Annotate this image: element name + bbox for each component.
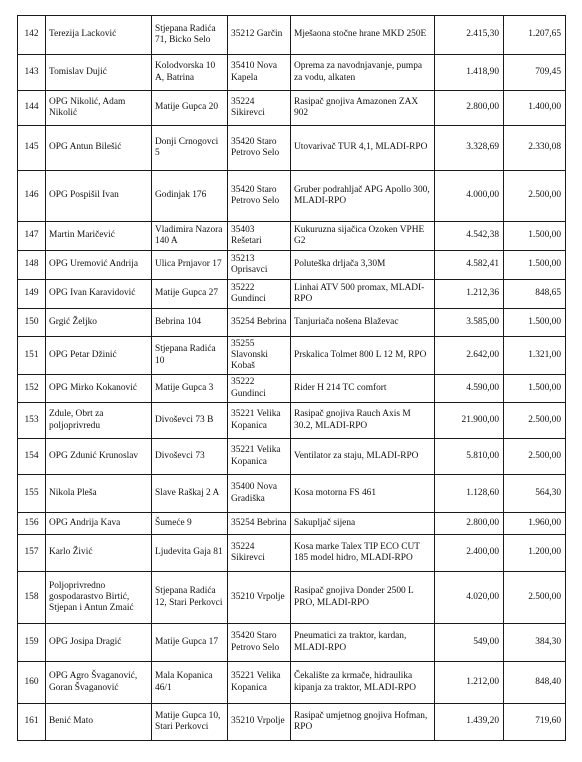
postal-place: 35221 Velika Kopanica (228, 403, 291, 439)
grant-amount: 848,65 (504, 280, 566, 309)
total-amount: 2.400,00 (435, 535, 504, 572)
table-row (18, 475, 566, 513)
recipient-address: Matije Gupca 10, Stari Perkovci (152, 704, 228, 741)
recipient-name: OPG Mirko Kokanović (46, 375, 152, 403)
equipment-description: Prskalica Tolmet 800 L 12 M, RPO (291, 337, 435, 375)
postal-place: 35403 Rešetari (228, 222, 291, 251)
postal-place: 35221 Velika Kopanica (228, 439, 291, 475)
total-amount: 4.582,41 (435, 251, 504, 280)
row-number: 159 (18, 624, 46, 662)
row-number: 149 (18, 280, 46, 309)
table-row (18, 439, 566, 475)
recipient-name: Martin Maričević (46, 222, 152, 251)
postal-place: 35222 Gundinci (228, 375, 291, 403)
total-amount: 2.642,00 (435, 337, 504, 375)
total-amount: 4.020,00 (435, 572, 504, 624)
recipient-name: OPG Nikolić, Adam Nikolić (46, 91, 152, 126)
table-row (18, 280, 566, 309)
postal-place: 35254 Bebrina (228, 513, 291, 535)
recipient-name: Poljoprivredno gospodarastvo Birtić, Stjepan i Antun Zmaić (46, 572, 152, 624)
postal-place: 35224 Sikirevci (228, 535, 291, 572)
postal-place: 35210 Vrpolje (228, 572, 291, 624)
recipient-name: OPG Petar Džinić (46, 337, 152, 375)
table-row (18, 55, 566, 91)
table-row (18, 126, 566, 171)
postal-place: 35410 Nova Kapela (228, 55, 291, 91)
total-amount: 1.212,36 (435, 280, 504, 309)
recipient-name: OPG Antun Bilešić (46, 126, 152, 171)
table-row (18, 624, 566, 662)
recipient-name: Karlo Živić (46, 535, 152, 572)
row-number: 153 (18, 403, 46, 439)
total-amount: 21.900,00 (435, 403, 504, 439)
grant-amount: 1.321,00 (504, 337, 566, 375)
recipient-name: Terezija Lacković (46, 16, 152, 55)
equipment-description: Kosa motorna FS 461 (291, 475, 435, 513)
recipient-address: Donji Crnogovci 5 (152, 126, 228, 171)
recipient-name: Nikola Pleša (46, 475, 152, 513)
table-row (18, 16, 566, 55)
equipment-description: Rasipač gnojiva Rauch Axis M 30.2, MLADI-RPO (291, 403, 435, 439)
postal-place: 35221 Velika Kopanica (228, 662, 291, 704)
grant-amount: 2.500,00 (504, 171, 566, 222)
postal-place: 35255 Slavonski Kobaš (228, 337, 291, 375)
grant-amount: 2.500,00 (504, 403, 566, 439)
equipment-description: Rasipač gnojiva Donder 2500 L PRO, MLADI-RPO (291, 572, 435, 624)
recipient-name: OPG Ivan Karavidović (46, 280, 152, 309)
recipient-address: Vladimira Nazora 140 A (152, 222, 228, 251)
table-row (18, 403, 566, 439)
recipient-name: OPG Uremović Andrija (46, 251, 152, 280)
row-number: 160 (18, 662, 46, 704)
postal-place: 35420 Staro Petrovo Selo (228, 624, 291, 662)
grant-amount: 1.500,00 (504, 222, 566, 251)
table-row (18, 662, 566, 704)
equipment-description: Linhai ATV 500 promax, MLADI-RPO (291, 280, 435, 309)
grant-amount: 564,30 (504, 475, 566, 513)
equipment-description: Poluteška drljača 3,30M (291, 251, 435, 280)
recipient-name: Tomislav Dujić (46, 55, 152, 91)
grant-amount: 709,45 (504, 55, 566, 91)
equipment-description: Pneumatici za traktor, kardan, MLADI-RPO (291, 624, 435, 662)
total-amount: 4.590,00 (435, 375, 504, 403)
recipient-address: Kolodvorska 10 A, Batrina (152, 55, 228, 91)
equipment-description: Kukuruzna sijačica Ozoken VPHE G2 (291, 222, 435, 251)
equipment-description: Rider H 214 TC comfort (291, 375, 435, 403)
total-amount: 3.585,00 (435, 309, 504, 337)
total-amount: 3.328,69 (435, 126, 504, 171)
postal-place: 35213 Oprisavci (228, 251, 291, 280)
equipment-description: Čekalište za krmače, hidraulika kipanja za traktor, MLADI-RPO (291, 662, 435, 704)
equipment-description: Oprema za navodnjavanje, pumpa za vodu, alkaten (291, 55, 435, 91)
table-row (18, 222, 566, 251)
grant-amount: 1.400,00 (504, 91, 566, 126)
recipient-name: OPG Josipa Dragić (46, 624, 152, 662)
row-number: 155 (18, 475, 46, 513)
grant-amount: 2.500,00 (504, 572, 566, 624)
row-number: 145 (18, 126, 46, 171)
recipient-address: Mala Kopanica 46/1 (152, 662, 228, 704)
recipient-name: Benić Mato (46, 704, 152, 741)
equipment-description: Kosa marke Talex TIP ECO CUT 185 model hidro, MLADI-RPO (291, 535, 435, 572)
table-row (18, 535, 566, 572)
table-row (18, 572, 566, 624)
row-number: 158 (18, 572, 46, 624)
table-row (18, 337, 566, 375)
recipient-name: Zdule, Obrt za poljoprivredu (46, 403, 152, 439)
total-amount: 1.439,20 (435, 704, 504, 741)
row-number: 156 (18, 513, 46, 535)
grant-amount: 1.960,00 (504, 513, 566, 535)
total-amount: 5.810,00 (435, 439, 504, 475)
row-number: 151 (18, 337, 46, 375)
postal-place: 35224 Sikirevci (228, 91, 291, 126)
table-row (18, 375, 566, 403)
recipient-address: Stjepana Radića 12, Stari Perkovci (152, 572, 228, 624)
equipment-description: Rasipač umjetnog gnojiva Hofman, RPO (291, 704, 435, 741)
grant-amount: 848,40 (504, 662, 566, 704)
grant-amount: 719,60 (504, 704, 566, 741)
total-amount: 4.000,00 (435, 171, 504, 222)
grant-amount: 2.500,00 (504, 439, 566, 475)
grant-amount: 1.200,00 (504, 535, 566, 572)
postal-place: 35420 Staro Petrovo Selo (228, 171, 291, 222)
grant-amount: 1.500,00 (504, 375, 566, 403)
recipient-address: Divoševci 73 (152, 439, 228, 475)
grant-amount: 1.207,65 (504, 16, 566, 55)
recipient-address: Stjepana Radića 71, Bicko Selo (152, 16, 228, 55)
recipient-address: Divoševci 73 B (152, 403, 228, 439)
total-amount: 2.800,00 (435, 91, 504, 126)
grant-amount: 1.500,00 (504, 309, 566, 337)
total-amount: 1.212,00 (435, 662, 504, 704)
equipment-description: Rasipač gnojiva Amazonen ZAX 902 (291, 91, 435, 126)
postal-place: 35254 Bebrina (228, 309, 291, 337)
recipient-address: Matije Gupca 3 (152, 375, 228, 403)
recipient-name: Grgić Željko (46, 309, 152, 337)
grant-amount: 1.500,00 (504, 251, 566, 280)
total-amount: 549,00 (435, 624, 504, 662)
postal-place: 35222 Gundinci (228, 280, 291, 309)
table-row (18, 91, 566, 126)
recipient-address: Stjepana Radića 10 (152, 337, 228, 375)
row-number: 150 (18, 309, 46, 337)
recipient-address: Matije Gupca 27 (152, 280, 228, 309)
equipment-description: Ventilator za staju, MLADI-RPO (291, 439, 435, 475)
total-amount: 4.542,38 (435, 222, 504, 251)
total-amount: 1.418,90 (435, 55, 504, 91)
total-amount: 2.415,30 (435, 16, 504, 55)
recipient-name: OPG Pospišil Ivan (46, 171, 152, 222)
equipment-description: Mješaona stočne hrane MKD 250E (291, 16, 435, 55)
row-number: 142 (18, 16, 46, 55)
recipient-address: Slave Raškaj 2 A (152, 475, 228, 513)
total-amount: 2.800,00 (435, 513, 504, 535)
postal-place: 35210 Vrpolje (228, 704, 291, 741)
row-number: 157 (18, 535, 46, 572)
table-row (18, 251, 566, 280)
recipient-name: OPG Agro Švaganović, Goran Švaganović (46, 662, 152, 704)
equipment-description: Tanjuriača nošena Blaževac (291, 309, 435, 337)
row-number: 148 (18, 251, 46, 280)
equipment-description: Gruber podrahljač APG Apollo 300, MLADI-RPO (291, 171, 435, 222)
equipment-description: Utovarivač TUR 4,1, MLADI-RPO (291, 126, 435, 171)
recipient-address: Godinjak 176 (152, 171, 228, 222)
recipient-address: Bebrina 104 (152, 309, 228, 337)
row-number: 152 (18, 375, 46, 403)
recipient-address: Matije Gupca 17 (152, 624, 228, 662)
row-number: 147 (18, 222, 46, 251)
postal-place: 35212 Garčin (228, 16, 291, 55)
grant-amount: 2.330,08 (504, 126, 566, 171)
recipient-address: Ulica Prnjavor 17 (152, 251, 228, 280)
row-number: 144 (18, 91, 46, 126)
row-number: 154 (18, 439, 46, 475)
table-row (18, 704, 566, 741)
total-amount: 1.128,60 (435, 475, 504, 513)
postal-place: 35420 Staro Petrovo Selo (228, 126, 291, 171)
recipient-address: Matije Gupca 20 (152, 91, 228, 126)
beneficiaries-table (17, 15, 566, 741)
recipient-name: OPG Andrija Kava (46, 513, 152, 535)
row-number: 143 (18, 55, 46, 91)
recipient-address: Ljudevita Gaja 81 (152, 535, 228, 572)
equipment-description: Sakupljač sijena (291, 513, 435, 535)
grant-amount: 384,30 (504, 624, 566, 662)
table-row (18, 171, 566, 222)
postal-place: 35400 Nova Gradiška (228, 475, 291, 513)
row-number: 146 (18, 171, 46, 222)
recipient-address: Šumeće 9 (152, 513, 228, 535)
table-row (18, 513, 566, 535)
recipient-name: OPG Zdunić Krunoslav (46, 439, 152, 475)
row-number: 161 (18, 704, 46, 741)
table-row (18, 309, 566, 337)
